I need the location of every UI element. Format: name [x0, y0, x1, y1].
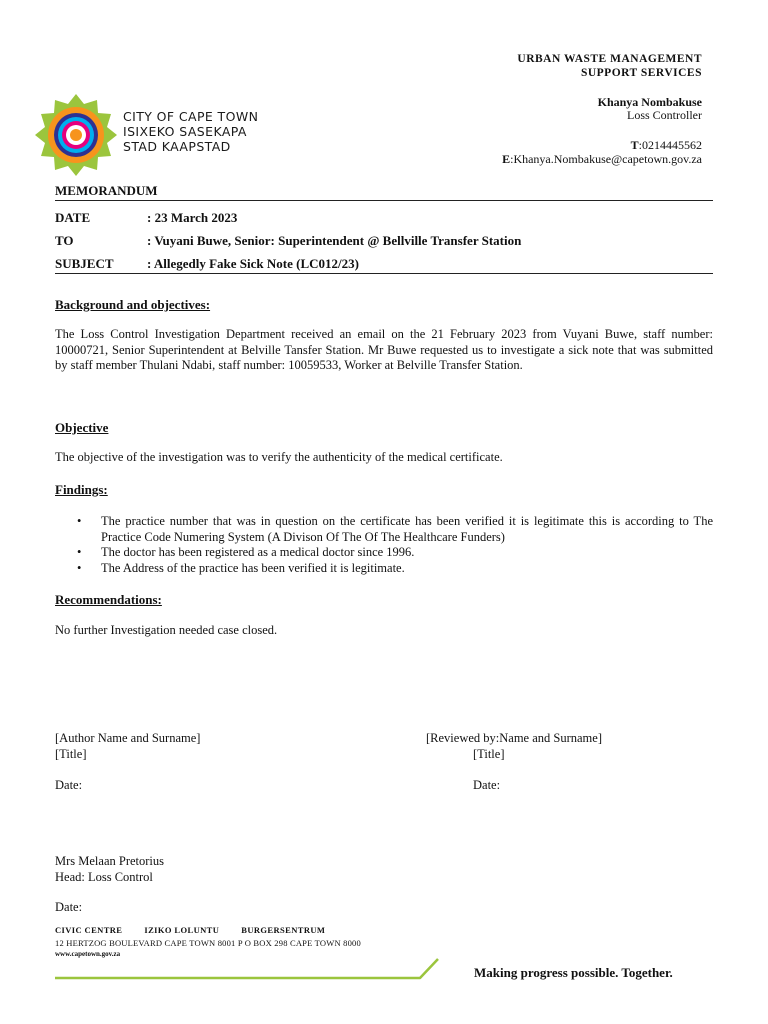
contact-telephone	[631, 138, 702, 153]
bullet-icon: •	[77, 514, 82, 528]
recommendations-heading: Recommendations:	[55, 592, 162, 607]
findings-item-text: The practice number that was in question on the certificate has been verified it is legitimate this is according to The Practice Code Numering System (A Divison Of The Of The Healthcare Funders)	[101, 514, 713, 544]
objective-paragraph: The objective of the investigation was to verify the authenticity of the medical certificate.	[55, 450, 503, 464]
contact-role: Loss Controller	[627, 108, 702, 122]
head-date: Date:	[55, 900, 83, 914]
subject-value: : Allegedly Fake Sick Note (LC012/23)	[147, 256, 359, 271]
findings-item	[55, 561, 713, 577]
background-heading: Background and objectives:	[55, 297, 211, 312]
city-emblem-icon	[34, 93, 118, 177]
footer-website: www.capetown.gov.za	[55, 950, 121, 958]
findings-item	[55, 514, 713, 545]
author-date: Date:	[55, 778, 83, 792]
author-name: [Author Name and Surname]	[55, 731, 201, 745]
date-label: DATE	[55, 210, 91, 225]
memo-title: MEMORANDUM	[55, 183, 158, 198]
civic-centre-english: CIVIC CENTRE	[55, 925, 123, 935]
author-title: [Title]	[55, 747, 87, 761]
subject-row	[55, 255, 359, 272]
telephone-value: :0214445562	[638, 138, 702, 152]
city-name-block	[123, 109, 258, 154]
head-title: Head: Loss Control	[55, 870, 153, 884]
to-row	[55, 232, 521, 249]
footer-civic-centre	[55, 925, 347, 935]
city-name-afrikaans: STAD KAAPSTAD	[123, 139, 231, 154]
bottom-divider	[55, 273, 713, 274]
findings-item-text: The doctor has been registered as a medical doctor since 1996.	[101, 545, 415, 559]
telephone-label: T	[630, 138, 639, 152]
bullet-icon: •	[77, 545, 82, 559]
footer-address: 12 HERTZOG BOULEVARD CAPE TOWN 8001 P O BOX 298 CAPE TOWN 8000	[55, 938, 361, 948]
findings-list	[55, 514, 713, 576]
contact-email	[502, 152, 702, 167]
footer-tagline: Making progress possible. Together.	[474, 965, 673, 980]
reviewer-name: [Reviewed by:Name and Surname]	[426, 731, 602, 745]
bullet-icon: •	[77, 560, 82, 575]
civic-centre-xhosa: IZIKO LOLUNTU	[144, 925, 220, 935]
department-line-2: SUPPORT SERVICES	[580, 67, 702, 79]
findings-heading: Findings:	[55, 482, 108, 497]
head-name: Mrs Melaan Pretorius	[55, 854, 165, 868]
contact-name: Khanya Nombakuse	[597, 95, 702, 109]
subject-label: SUBJECT	[55, 256, 114, 271]
date-row	[55, 209, 237, 226]
city-name-xhosa: ISIXEKO SASEKAPA	[123, 124, 247, 139]
email-value: :Khanya.Nombakuse@capetown.gov.za	[510, 152, 702, 166]
footer-swoosh	[55, 955, 440, 981]
reviewer-date: Date:	[473, 778, 501, 792]
background-paragraph: The Loss Control Investigation Department received an email on the 21 February 2023 from Vuyani Buwe, staff number: 10000721, Senior Superintendent at Belville Tansfer Station. Mr Buwe requested us to investigate a sick note that was submitted by staff member Thulani Ndabi, staff number: 10059533, Worker at Belville Transfer Station.	[55, 327, 713, 372]
civic-centre-afrikaans: BURGERSENTRUM	[241, 925, 326, 935]
city-name-english: CITY OF CAPE TOWN	[123, 109, 259, 124]
objective-heading: Objective	[55, 420, 109, 435]
recommendations-paragraph: No further Investigation needed case closed.	[55, 623, 278, 637]
to-value: : Vuyani Buwe, Senior: Superintendent @ Bellville Transfer Station	[147, 233, 522, 248]
department-line-1: URBAN WASTE MANAGEMENT	[517, 53, 702, 65]
findings-item	[55, 545, 713, 561]
email-label: E	[502, 152, 511, 166]
reviewer-title: [Title]	[473, 747, 505, 761]
city-logo	[34, 93, 118, 177]
top-divider	[55, 200, 713, 201]
to-label: TO	[55, 233, 74, 248]
date-value: : 23 March 2023	[147, 210, 238, 225]
findings-item-text: The Address of the practice has been verified it is legitimate.	[101, 560, 405, 575]
